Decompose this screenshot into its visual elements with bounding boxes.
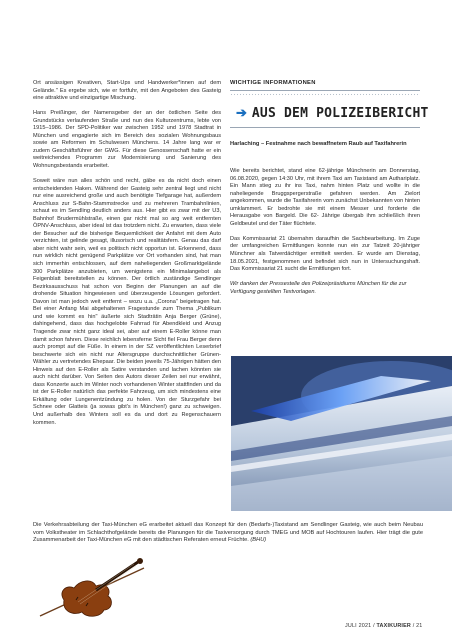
headline-text: AUS DEM POLIZEIBERICHT: [251, 105, 429, 121]
photo-credit: [2, 32, 12, 92]
section-kicker: WICHTIGE INFORMATIONEN: [230, 80, 316, 86]
author-initials: (BHU): [250, 537, 267, 544]
photo-credit-label: [0, 37, 1, 72]
paragraph: Wie bereits berichtet, stand eine 62-jährige Münchnerin am Donnerstag, 06.08.2020, gegen 14:30 Uhr, mit ihrem Taxi am Taxistand am Authariplatz. Ein Mann stieg zu ihr ins Taxi, nahm hinten Platz und wollte in die naheliegende Bruggspergerstraße gefahren werden. Am Zielort angekommen, wurde die Taxifahrerin vom zunächst Unbekannten von hinten umklammert. Er bedrohte sie mit einem Messer und forderte die Herausgabe von Bargeld. Die 62- Jährige übergab ihm schließlich ihren Geldbeutel und der Täter flüchtete.: [230, 168, 420, 227]
article-subhead: Harlaching – Festnahme nach bewaffnetem Raub auf Taxifahrerin: [230, 141, 407, 147]
divider: [230, 90, 420, 91]
dotted-pattern: [230, 93, 420, 97]
violin-image: [34, 556, 146, 622]
bottom-paragraph: [33, 522, 423, 545]
footer-page-number: / 21: [411, 623, 423, 629]
right-column: [230, 168, 420, 304]
police-car-photo: [231, 356, 452, 511]
page-footer: [345, 623, 423, 629]
paragraph: Das Kommissariat 21 übernahm daraufhin die Sachbearbeitung. Im Zuge der umfangreichen Ermittlungen konnte nun ein zur Tatzeit 20-jähriger Münchner als Tatverdächtiger ermittelt werden. Er wurde am Dienstag, 18.05.2021, festgenommen und befindet sich nun in Untersuchungshaft. Das Kommissariat 21 sucht die Ermittlungen fort.: [230, 235, 420, 273]
paragraph: Hans Preißinger, der Namensgeber der an der östlichen Seite des Grundstücks verlaufenden Straße und nun des Kulturzentrums, lebte von 1915–1986. Der SPD-Politiker war zwischen 1952 und 1978 Stadtrat in München und engagierte sich im Bereich des sozialen Wohnungsbaus sowie am Reformen im Schulwesen Münchens. 14 Jahre lang war er zudem Geschäftsführer der GWG. Für diese Genossenschaft hatte er ein weitreichendes Programm zur Modernisierung und Sanierung des Wohnungsbestands erarbeitet.: [33, 110, 221, 169]
police-report-headline: [236, 104, 429, 122]
bottom-text: Die Verkehrsabteilung der Taxi-München eG erarbeitet aktuell das Konzept für den (Bedarfs-)Taxistand am Sendlinger Gasteig, wie auch beim Neubau vom Volkstheater im Schlachthofgelände bereits die Planungen für die Taxiversorgung durch TMEG und MOB auf Hochtouren laufen. Hier trägt die gute Zusammenarbeit der Taxi-München eG mit den städtischen Referaten erneut Früchte.: [33, 522, 423, 544]
arrow-right-icon: ➔: [236, 105, 247, 120]
footer-issue: JULI 2021 /: [345, 623, 377, 629]
thanks-note: Wir danken der Pressestelle des Polizeipräsidiums München für die zur Verfügung gestellten Textvorlagen.: [230, 281, 407, 295]
divider: [230, 127, 420, 128]
paragraph: Ort ansässigen Kreativen, Start-Ups und Handwerker*innen auf dem Gelände." Es ergebe sich, wie er fortfuhr, mit den Angeboten des Gasteig eine attraktive und einzigartige Mischung.: [33, 80, 221, 102]
paragraph: Soweit wäre nun alles schön und recht, gäbe es da nicht doch einen entscheidenden Haken. Während der Gasteig sehr zentral liegt und nicht nur eine ausreichend große und auch benötigte Tiefgarage hat, außerdem Anschluss zur S-Bahn-Stammstrecke und zu mehreren Trambahnlinien, schaut es im Sendling deutlich anders aus. Hier gibt es zwar mit der U3, Bahnhof Brudermühlstraße, einen gar nicht mal so arg weit entfernten ÖPNV-Anschluss, aber ideal ist das trotzdem nicht. Zu erwarten, dass viele der Besucher auf die bisherige Bequemlichkeit der Anfahrt mit dem Auto verzichten, ist gelinde gesagt, illusorisch und realitätsfern. Genau das darf aber nicht wahr sein, weil es politisch nicht opportun ist. Erkennend, dass nun wirklich nicht genügend Parkplätze vor Ort vorhanden sind, hat man sich immerhin entschlossen, auf dem naheliegenden Großmarktgelände 300 Parkplätze anzubieten, um wenigstens ein Minimalangebot als Feigenblatt bereitstellen zu können. Der örtlich zuständige Sendlinger Bezirksausschuss hat schon von Beginn der Planungen an auf die drohende Situation hingewiesen und überzeugende Lösungen gefordert. Davon ist man jedoch weit entfernt – wozu u.a. „Corona" beigetragen hat. Bei einer Anfang Mai abgehaltenen Fragestunde zum Thema „Publikum und wie kommt es hin" äußerte sich Stadträtin Anja Berger (Grüne), dahingehend, dass das hochgelobte Fahrrad für Abendkleid und Anzug Tragende zwar nicht ganz ideal sei, aber auf einem E-Roller könne man damit schon fahren. Diese reichlich lebensferne Sicht fiel Frau Berger denn auch prompt auf die Füße. In einem in der SZ veröffentlichten Leserbrief beschwerte sich ein nicht nur Altersgruppe durchschnittlicher Grünen-Wähler zu vertretendes Ehepaar. Die beiden jeweils 75-Jährigen hätten den Hinweis auf den E-Roller als Satire verstanden und lachen könnten sie auch nicht darüber. Von Seiten des Autors dieser Zeilen sei nur erwähnt, dass Konzerte auch im Winter noch vorhandenen Winter stattfinden und da ist der E-Roller natürlich das perfekte Fahrzeug, um sich mindestens eine Erkältung oder Lungenentzündung zu holen. Von der Sturzgefahr bei Schnee oder Glatteis (ja sowas gibt's in München!) ganz zu schweigen. Und außerhalb des Winters soll es da und dort zu Regenschauern kommen.: [33, 178, 221, 426]
left-column: [33, 80, 221, 435]
footer-magazine: TAXIKURIER: [376, 623, 412, 629]
